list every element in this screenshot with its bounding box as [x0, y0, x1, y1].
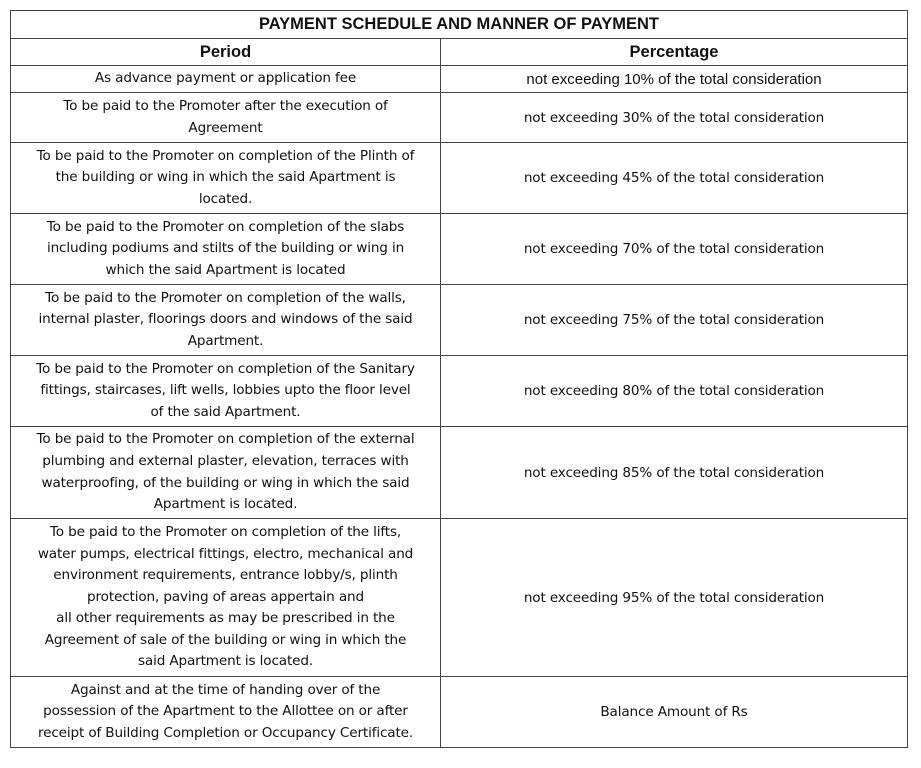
- percentage-cell: not exceeding 80% of the total consideration: [441, 356, 908, 427]
- period-text: To be paid to the Promoter on completion of the slabs including podiums and stilts of the building or wing in which the said Apartment is located: [46, 218, 405, 278]
- period-text: To be paid to the Promoter on completion of the external plumbing and external plaster, elevation, terraces with waterproofing, of the building or wing in which the said Apartment is located.: [36, 431, 415, 513]
- percentage-cell: not exceeding 45% of the total consideration: [441, 143, 908, 214]
- table-row: [11, 677, 908, 748]
- percentage-cell: not exceeding 85% of the total consideration: [441, 427, 908, 519]
- period-text: To be paid to the Promoter after the execution of Agreement: [63, 97, 388, 136]
- column-header-percentage: Percentage: [441, 39, 908, 66]
- period-cell: [11, 677, 441, 748]
- period-text: As advance payment or application fee: [94, 70, 357, 87]
- period-text: To be paid to the Promoter on completion of the walls, internal plaster, floorings doors and windows of the said Apartment.: [38, 289, 413, 349]
- period-cell: [11, 143, 441, 214]
- percentage-cell: not exceeding 10% of the total consideration: [441, 66, 908, 93]
- header-row: [11, 39, 908, 66]
- table-row: [11, 427, 908, 519]
- table-title: PAYMENT SCHEDULE AND MANNER OF PAYMENT: [11, 11, 908, 39]
- title-row: [11, 11, 908, 39]
- table-row: [11, 519, 908, 677]
- period-text: To be paid to the Promoter on completion of the Sanitary fittings, staircases, lift wells, lobbies upto the floor level of the said Apartment.: [36, 360, 415, 420]
- period-cell: [11, 356, 441, 427]
- percentage-cell: Balance Amount of Rs: [441, 677, 908, 748]
- payment-schedule-table: [10, 10, 908, 748]
- period-text: Against and at the time of handing over of the possession of the Apartment to the Allottee on or after receipt of Building Completion or Occupancy Certificate.: [37, 681, 414, 741]
- percentage-cell: not exceeding 95% of the total consideration: [441, 519, 908, 677]
- period-cell: [11, 214, 441, 285]
- period-cell: [11, 66, 441, 93]
- period-text: To be paid to the Promoter on completion of the Plinth of the building or wing in which the said Apartment is located.: [36, 147, 415, 207]
- percentage-cell: not exceeding 30% of the total consideration: [441, 93, 908, 143]
- percentage-cell: not exceeding 70% of the total consideration: [441, 214, 908, 285]
- period-cell: [11, 427, 441, 519]
- table-row: [11, 285, 908, 356]
- table-row: [11, 66, 908, 93]
- table-row: [11, 93, 908, 143]
- period-cell: [11, 519, 441, 677]
- period-text: To be paid to the Promoter on completion of the lifts, water pumps, electrical fittings, electro, mechanical and environment requirements, entrance lobby/s, plinth protection, paving of areas appertain and all other requirements as may be prescribed in the Agreement of sale of the building or wing in which the said Apartment is located.: [37, 523, 414, 670]
- column-header-period: Period: [11, 39, 441, 66]
- percentage-cell: not exceeding 75% of the total consideration: [441, 285, 908, 356]
- period-cell: [11, 93, 441, 143]
- table-row: [11, 143, 908, 214]
- table-row: [11, 214, 908, 285]
- table-row: [11, 356, 908, 427]
- period-cell: [11, 285, 441, 356]
